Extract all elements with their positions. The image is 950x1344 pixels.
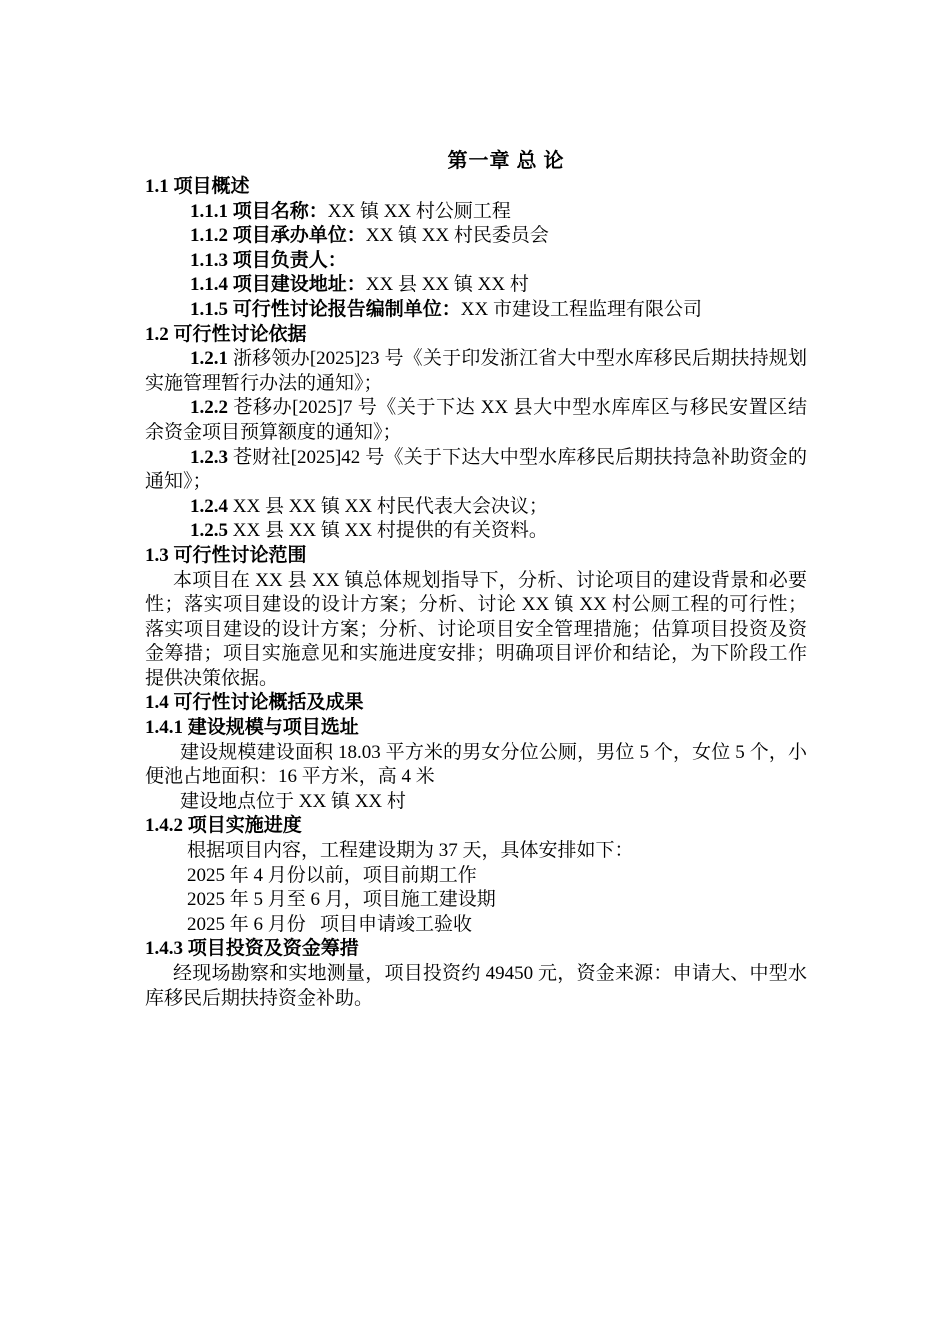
item-1-2-2 — [145, 396, 807, 445]
item-1-1-5 — [145, 298, 807, 323]
section-1-2-heading: 1.2 可行性讨论依据 — [145, 323, 307, 345]
schedule-item: 2025 年 5 月至 6 月，项目施工建设期 — [187, 889, 496, 911]
item-label: 1.1.3 项目负责人： — [190, 249, 347, 271]
item-label: 1.1.1 项目名称： — [190, 200, 328, 222]
item-value: XX 镇 XX 村民委员会 — [365, 225, 549, 247]
item-number: 1.2.1 — [190, 348, 228, 370]
item-1-1-2 — [145, 224, 807, 249]
item-1-1-4 — [145, 273, 807, 298]
item-value: XX 镇 XX 村公厕工程 — [327, 200, 511, 222]
schedule-item: 2025 年 4 月份以前，项目前期工作 — [187, 864, 477, 886]
item-number: 1.2.2 — [190, 397, 228, 419]
investment-paragraph: 经现场勘察和实地测量，项目投资约 49450 元，资金来源：申请大、中型水库移民后期扶持资金补助。 — [145, 963, 807, 1009]
item-number: 1.2.5 — [190, 520, 228, 542]
item-1-2-1 — [145, 347, 807, 396]
document-body — [145, 148, 807, 1011]
item-label: 1.1.5 可行性讨论报告编制单位： — [190, 298, 461, 320]
item-text: XX 县 XX 镇 XX 村民代表大会决议； — [228, 495, 548, 517]
item-text: 苍移办[2025]7 号《关于下达 XX 县大中型水库库区与移民安置区结余资金项目预算额度的通知》； — [145, 397, 807, 443]
item-1-1-1 — [145, 200, 807, 225]
chapter-title: 第一章 总 论 — [447, 150, 565, 172]
section-1-1-heading: 1.1 项目概述 — [145, 176, 250, 197]
item-value: XX 市建设工程监理有限公司 — [460, 298, 702, 320]
item-1-2-4 — [145, 495, 807, 520]
scale-paragraph: 建设规模建设面积 18.03 平方米的男女分位公厕，男位 5 个，女位 5 个，小便池占地面积：16 平方米，高 4 米 — [145, 741, 807, 788]
section-1-3-paragraph: 本项目在 XX 县 XX 镇总体规划指导下，分析、讨论项目的建设背景和必要性；落实项目建设的设计方案；分析、讨论 XX 镇 XX 村公厕工程的可行性；落实项目建设的设计方案；分析、讨论项目安全管理措施；估算项目投资及资金筹措；项目实施意见和实施进度安排；明确项目评价和结论，为下阶段工作提供决策依据。 — [145, 569, 807, 689]
item-number: 1.2.3 — [190, 446, 228, 468]
item-1-2-3 — [145, 446, 807, 495]
section-1-3-heading: 1.3 可行性讨论范围 — [145, 544, 307, 566]
item-label: 1.1.4 项目建设地址： — [190, 274, 366, 296]
item-text: 苍财社[2025]42 号《关于下达大中型水库移民后期扶持急补助资金的通知》； — [145, 446, 807, 493]
schedule-item: 2025 年 6 月份 项目申请竣工验收 — [187, 913, 473, 935]
item-1-1-3 — [145, 249, 807, 274]
item-value: XX 县 XX 镇 XX 村 — [365, 274, 529, 296]
section-1-4-heading: 1.4 可行性讨论概括及成果 — [145, 692, 364, 714]
item-1-2-5 — [145, 519, 807, 544]
section-1-4-2-heading: 1.4.2 项目实施进度 — [145, 815, 302, 837]
schedule-intro: 根据项目内容，工程建设期为 37 天，具体安排如下： — [187, 840, 634, 862]
site-paragraph: 建设地点位于 XX 镇 XX 村 — [180, 790, 406, 812]
item-label: 1.1.2 项目承办单位： — [190, 225, 366, 247]
item-text: XX 县 XX 镇 XX 村提供的有关资料。 — [228, 520, 548, 542]
section-1-4-1-heading: 1.4.1 建设规模与项目选址 — [145, 717, 359, 739]
section-1-4-3-heading: 1.4.3 项目投资及资金筹措 — [145, 938, 359, 960]
item-number: 1.2.4 — [190, 495, 228, 517]
item-text: 浙移领办[2025]23 号《关于印发浙江省大中型水库移民后期扶持规划实施管理暂行办法的通知》； — [145, 348, 807, 394]
